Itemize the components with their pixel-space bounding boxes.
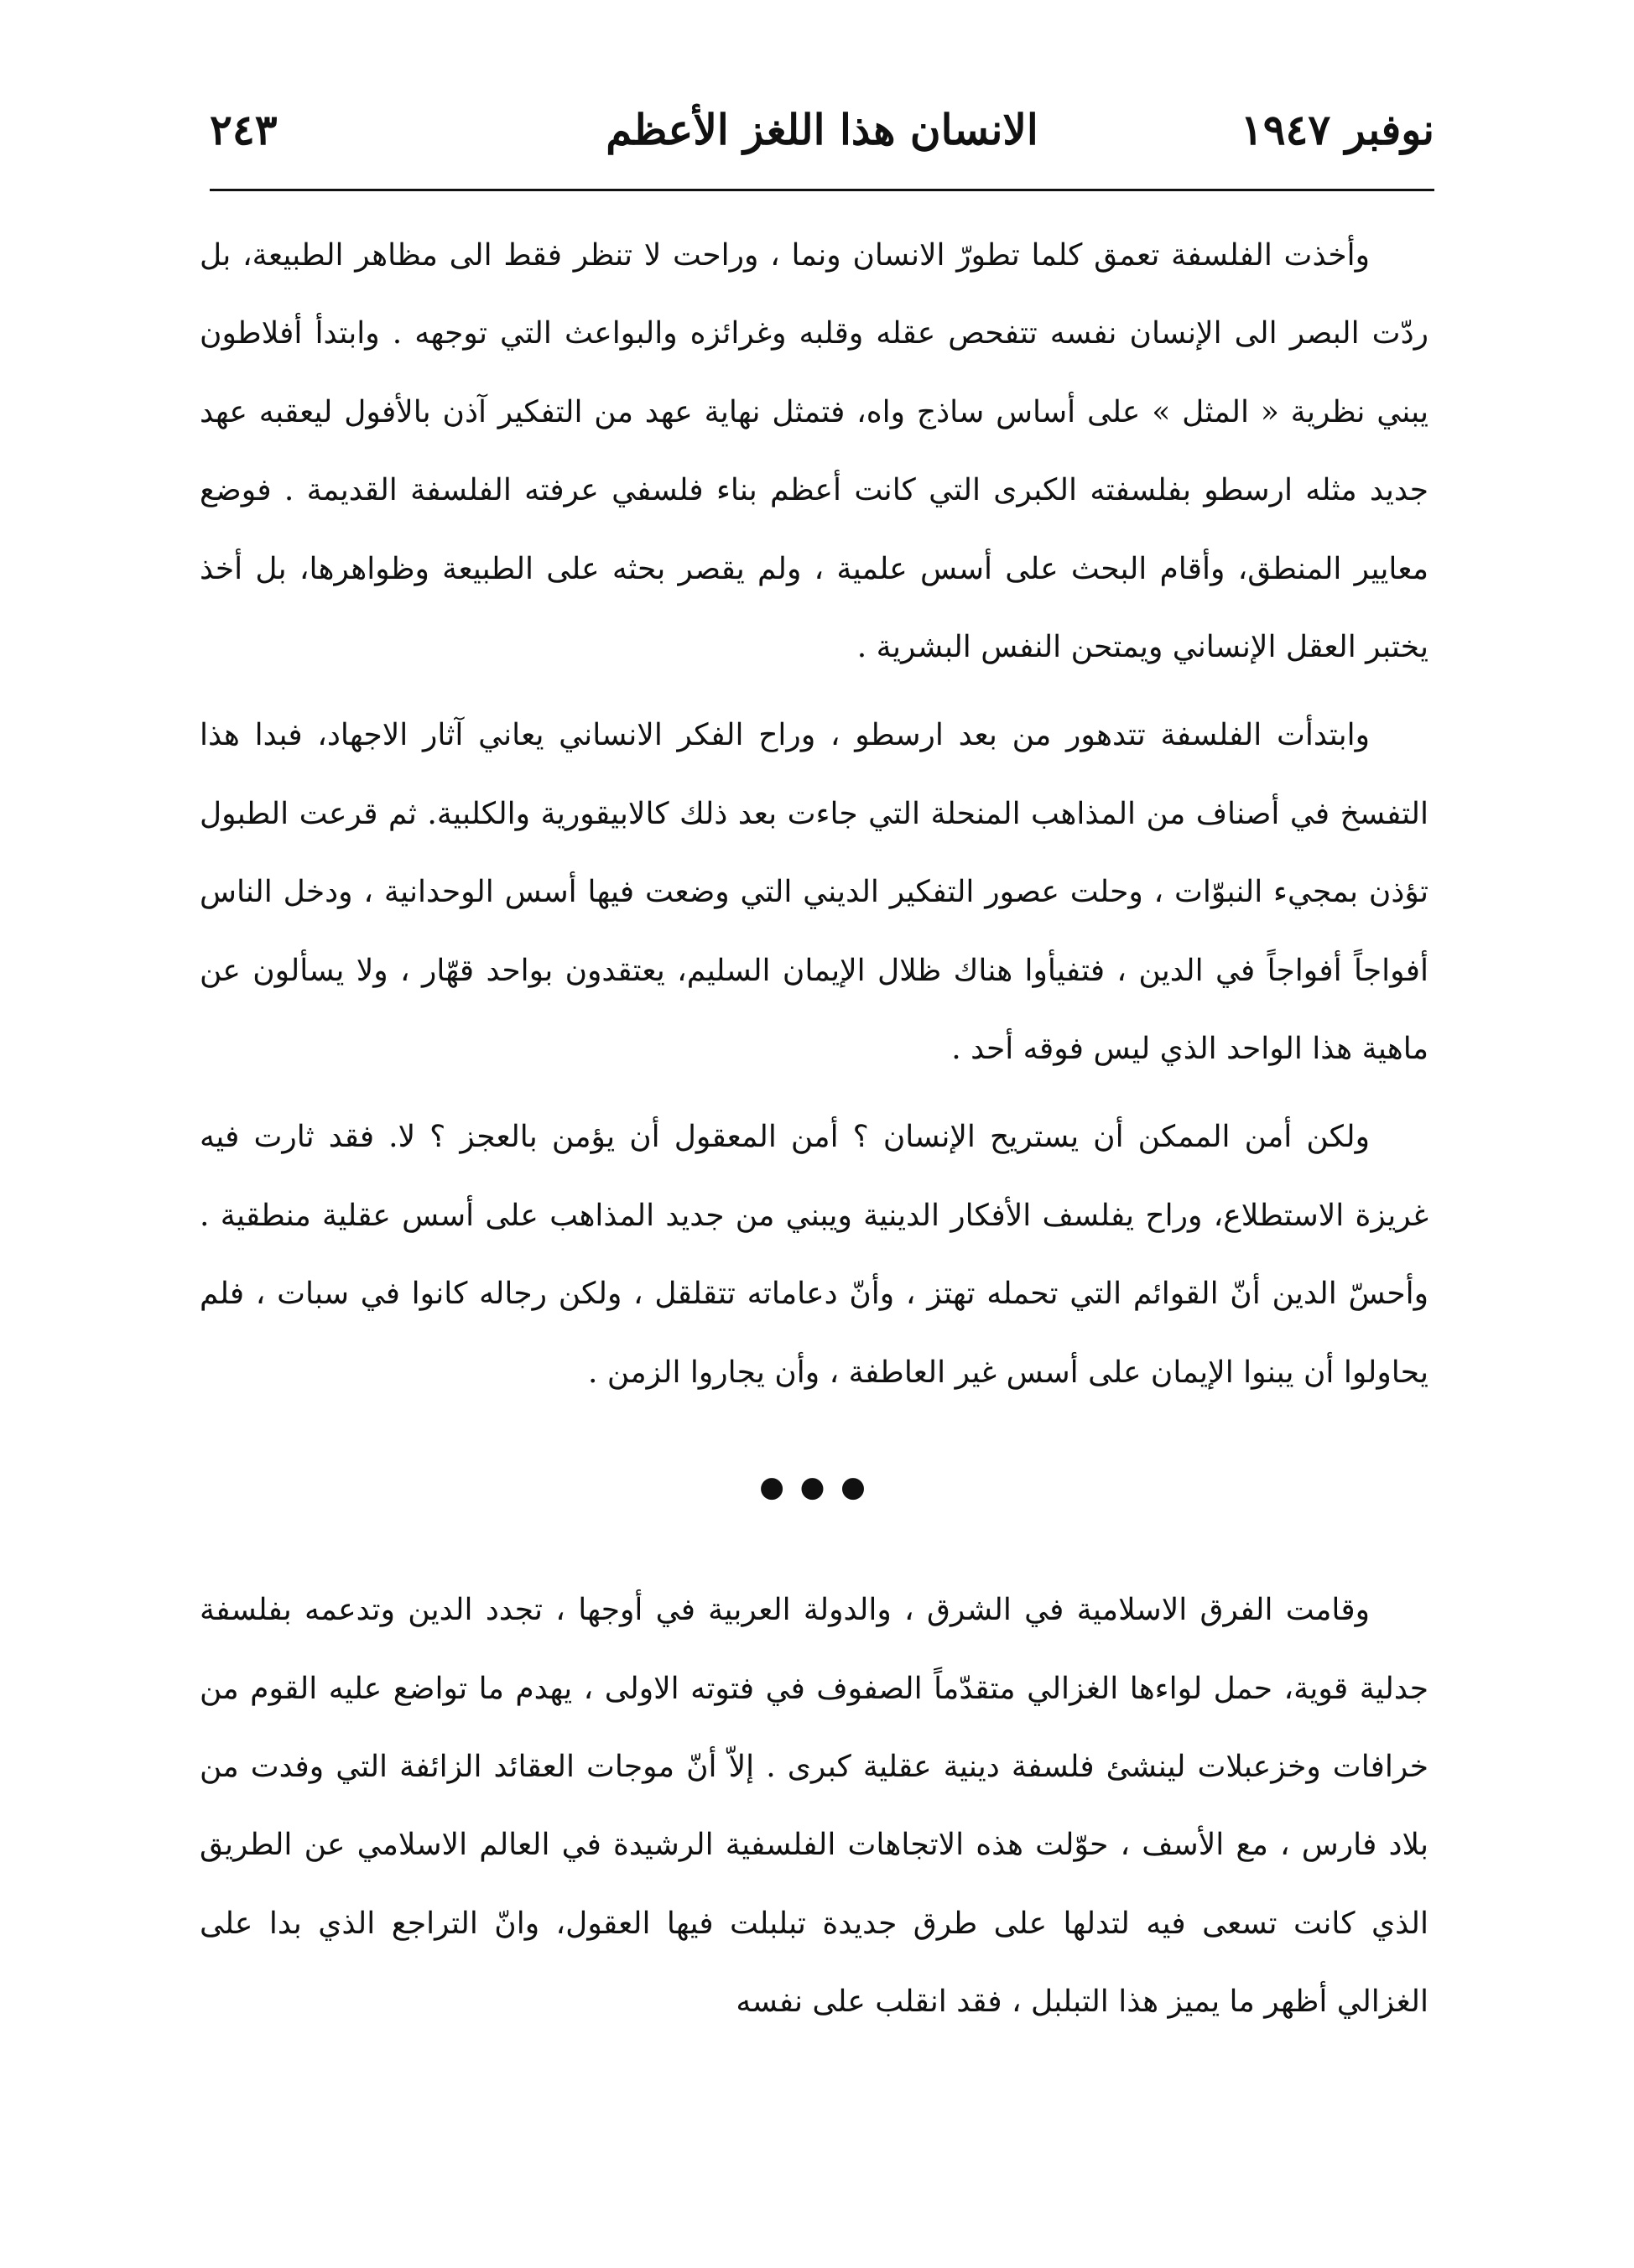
header-title: الانسان هذا اللغز الأعظم: [606, 105, 1038, 154]
text-body: [200, 216, 1428, 2052]
paragraph-1: وأخذت الفلسفة تعمق كلما تطورّ الانسان ونما ، وراحت لا تنظر فقط الى مظاهر الطبيعة، بل ردّت البصر الى الإنسان نفسه تتفحص عقله وقلبه وغرائزه والبواعث التي توجهه . وابتدأ أفلاطون يبني نظرية « المثل » على أساس ساذج واه، فتمثل نهاية عهد من التفكير آذن بالأفول ليعقبه عهد جديد مثله ارسطو بفلسفته الكبرى التي كانت أعظم بناء فلسفي عرفته الفلسفة القديمة . فوضع معايير المنطق، وأقام البحث على أسس علمية ، ولم يقصر بحثه على الطبيعة وظواهرها، بل أخذ يختبر العقل الإنساني ويمتحن النفس البشرية .: [200, 238, 1428, 665]
header-rule: [210, 189, 1434, 191]
header-date: نوفبر ١٩٤٧: [1240, 105, 1434, 154]
paragraph-2: وابتدأت الفلسفة تتدهور من بعد ارسطو ، وراح الفكر الانساني يعاني آثار الاجهاد، فبدا هذا التفسخ في أصناف من المذاهب المنحلة التي جاءت بعد ذلك كالابيقورية والكلبية. ثم قرعت الطبول تؤذن بمجيء النبوّات ، وحلت عصور التفكير الديني التي وضعت فيها أسس الوحدانية ، ودخل الناس أفواجاً أفواجاً في الدين ، فتفيأوا هناك ظلال الإيمان السليم، يعتقدون بواحد قهّار ، ولا يسألون عن ماهية هذا الواحد الذي ليس فوقه أحد .: [200, 718, 1428, 1067]
page-number: ٢٤٣: [210, 105, 278, 154]
paragraph-4: وقامت الفرق الاسلامية في الشرق ، والدولة العربية في أوجها ، تجدد الدين وتدعمه بفلسفة جدلية قوية، حمل لواءها الغزالي متقدّماً الصفوف في فتوته الاولى ، يهدم ما تواضع عليه القوم من خرافات وخزعبلات لينشئ فلسفة دينية عقلية كبرى . إلاّ أنّ موجات العقائد الزائفة التي وفدت من بلاد فارس ، مع الأسف ، حوّلت هذه الاتجاهات الفلسفية الرشيدة في العالم الاسلامي عن الطريق الذي كانت تسعى فيه لتدلها على طرق جديدة تبلبلت فيها العقول، وانّ التراجع الذي بدا على الغزالي أظهر ما يميز هذا التبلبل ، فقد انقلب على نفسه: [200, 1593, 1428, 2020]
running-head: [210, 92, 1434, 168]
paragraph-3: ولكن أمن الممكن أن يستريح الإنسان ؟ أمن المعقول أن يؤمن بالعجز ؟ لا. فقد ثارت فيه غريزة الاستطلاع، وراح يفلسف الأفكار الدينية ويبني من جديد المذاهب على أسس عقلية منطقية . وأحسّ الدين أنّ القوائم التي تحمله تهتز ، وأنّ دعاماته تتقلقل ، ولكن رجاله كانوا في سبات ، فلم يحاولوا أن يبنوا الإيمان على أسس غير العاطفة ، وأن يجاروا الزمن .: [200, 1120, 1428, 1390]
section-separator: ● ● ●: [759, 1470, 869, 1505]
